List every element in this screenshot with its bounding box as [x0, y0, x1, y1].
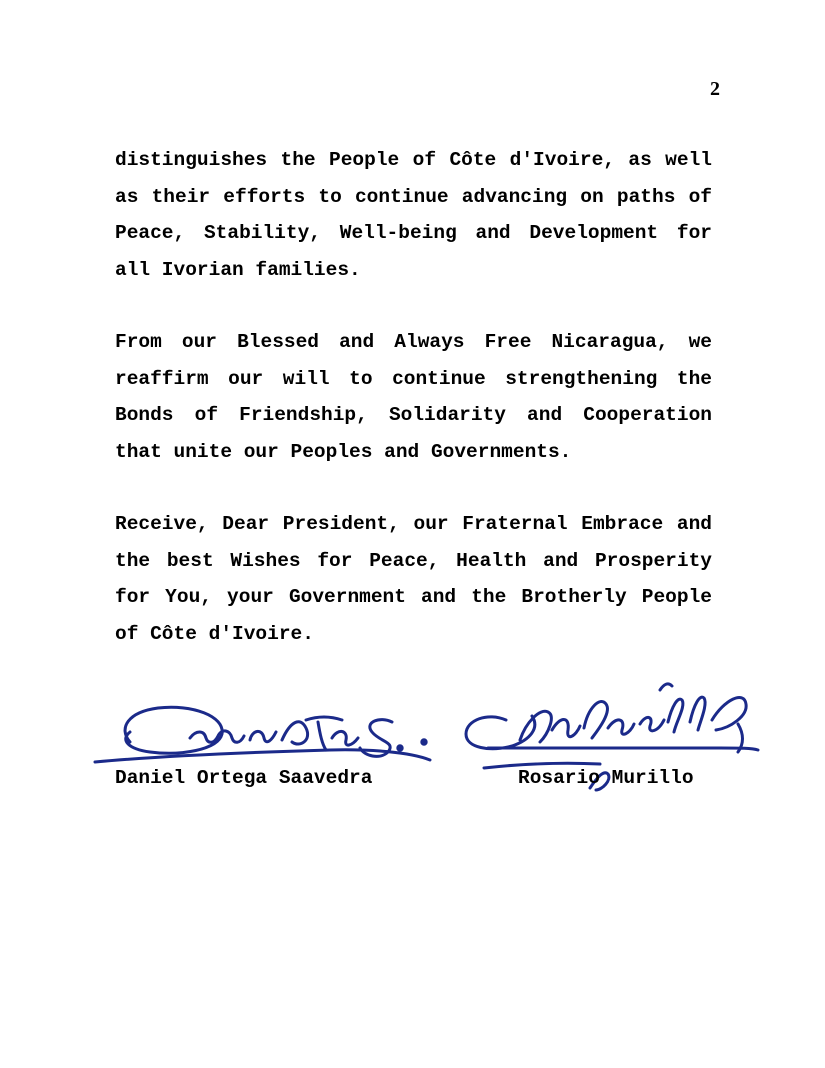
- signature-rosario-murillo: [466, 684, 758, 790]
- paragraph-reaffirmation: From our Blessed and Always Free Nicaragua, we reaffirm our will to continue strengthening the Bonds of Friendship, Solidarity and Cooperation that unite our Peoples and Governments.: [115, 331, 712, 463]
- letter-body: [115, 142, 712, 688]
- signature-daniel-ortega: [95, 707, 430, 762]
- signer-name-daniel-ortega: Daniel Ortega Saavedra: [115, 767, 373, 789]
- signer-name-rosario-murillo: Rosario Murillo: [518, 767, 694, 789]
- paragraph-farewell: Receive, Dear President, our Fraternal Embrace and the best Wishes for Peace, Health and Prosperity for You, your Government and the Brotherly People of Côte d'Ivoire.: [115, 513, 712, 645]
- paragraph-closing-context: distinguishes the People of Côte d'Ivoire, as well as their efforts to continue advancing on paths of Peace, Stability, Well-being and Development for all Ivorian families.: [115, 149, 712, 281]
- page-number: 2: [710, 78, 720, 100]
